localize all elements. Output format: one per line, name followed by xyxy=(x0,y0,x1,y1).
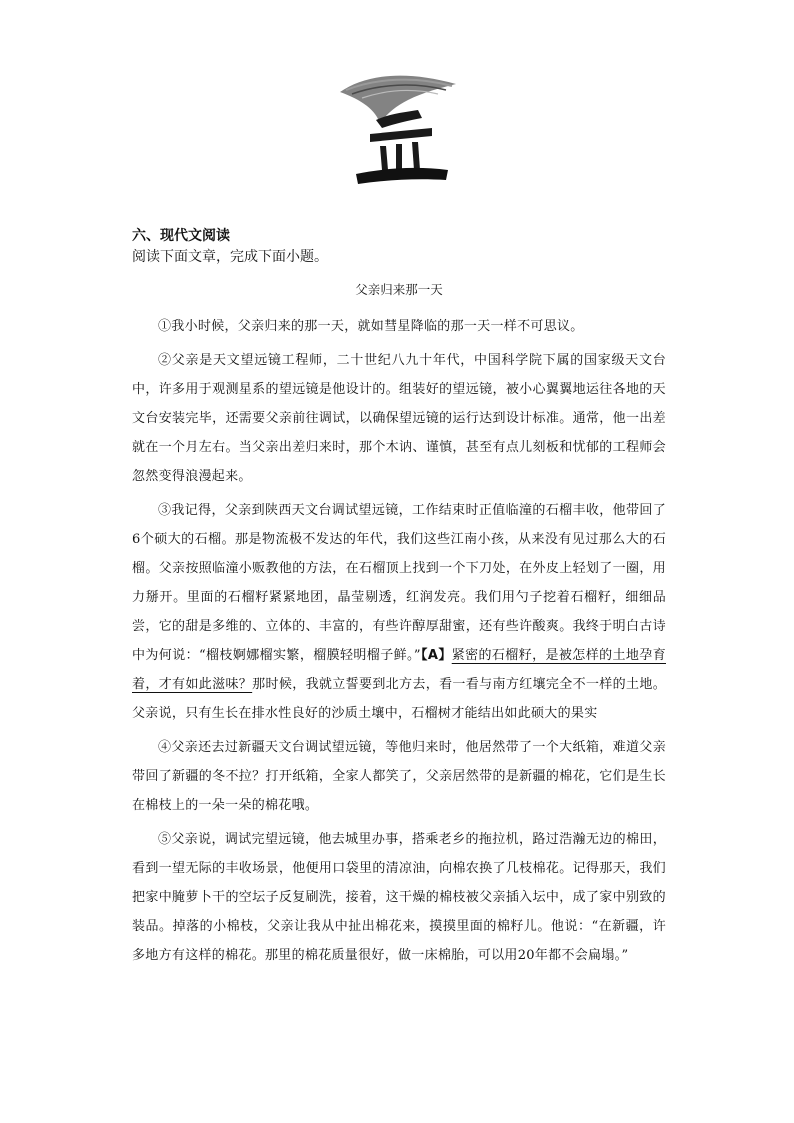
article-title: 父亲归来那一天 xyxy=(355,282,443,297)
paragraph-4: ④父亲还去过新疆天文台调试望远镜，等他归来时，他居然带了一个大纸箱，难道父亲带回了新疆的冬不拉？打开纸箱，全家人都笑了，父亲居然带的是新疆的棉花，它们是生长在棉枝上的一朵一朵的棉花哦。 xyxy=(132,740,666,813)
paragraph-3-rest: 那时候，我就立誓要到北方去，看一看与南方红壤完全不一样的土地。父亲说，只有生长在排水性良好的沙质土壤中，石榴树才能结出如此硕大的果实 xyxy=(132,677,666,721)
underlined-sentence-a: 紧密的石榴籽，是被怎样的土地孕育着，才有如此滋味？ xyxy=(132,648,666,692)
brush-calligraphy-logo xyxy=(336,70,460,188)
paragraph-3 xyxy=(132,496,666,728)
section-heading: 六、现代文阅读 xyxy=(132,228,230,244)
paragraph-5: ⑤父亲说，调试完望远镜，他去城里办事，搭乘老乡的拖拉机，路过浩瀚无边的棉田，看到一望无际的丰收场景，他便用口袋里的清凉油，向棉农换了几枝棉花。记得那天，我们把家中腌萝卜干的空坛子反复刷洗，接着，这干燥的棉枝被父亲插入坛中，成了家中别致的装品。掉落的小棉枝，父亲让我从中扯出棉花来，摸摸里面的棉籽儿。他说：“在新疆，许多地方有这样的棉花。那里的棉花质量很好，做一床棉胎，可以用20年都不会扁塌。” xyxy=(132,832,666,963)
question-marker-a: 【A】 xyxy=(420,648,452,663)
instruction-text: 阅读下面文章，完成下面小题。 xyxy=(132,249,328,265)
paragraph-1: ①我小时候，父亲归来的那一天，就如彗星降临的那一天一样不可思议。 xyxy=(158,319,584,334)
paragraph-2: ②父亲是天文望远镜工程师，二十世纪八九十年代，中国科学院下属的国家级天文台中，许多用于观测星系的望远镜是他设计的。组装好的望远镜，被小心翼翼地运往各地的天文台安装完毕，还需要父亲前往调试，以确保望远镜的运行达到设计标准。通常，他一出差就在一个月左右。当父亲出差归来时，那个木讷、谨慎，甚至有点儿刻板和忧郁的工程师会忽然变得浪漫起来。 xyxy=(132,353,666,484)
document-content xyxy=(132,226,666,970)
paragraph-3-text: ③我记得，父亲到陕西天文台调试望远镜，工作结束时正值临潼的石榴丰收，他带回了6个硕大的石榴。那是物流极不发达的年代，我们这些江南小孩，从来没有见过那么大的石榴。父亲按照临潼小贩教他的方法，在石榴顶上找到一个下刀处，在外皮上轻划了一圈，用力掰开。里面的石榴籽紧紧地团，晶莹剔透，红润发亮。我们用勺子挖着石榴籽，细细品尝，它的甜是多维的、立体的、丰富的，有些许醇厚甜蜜，还有些许酸爽。我终于明白古诗中为何说：“榴枝婀娜榴实繁，榴膜轻明榴子鲜。” xyxy=(132,503,666,663)
